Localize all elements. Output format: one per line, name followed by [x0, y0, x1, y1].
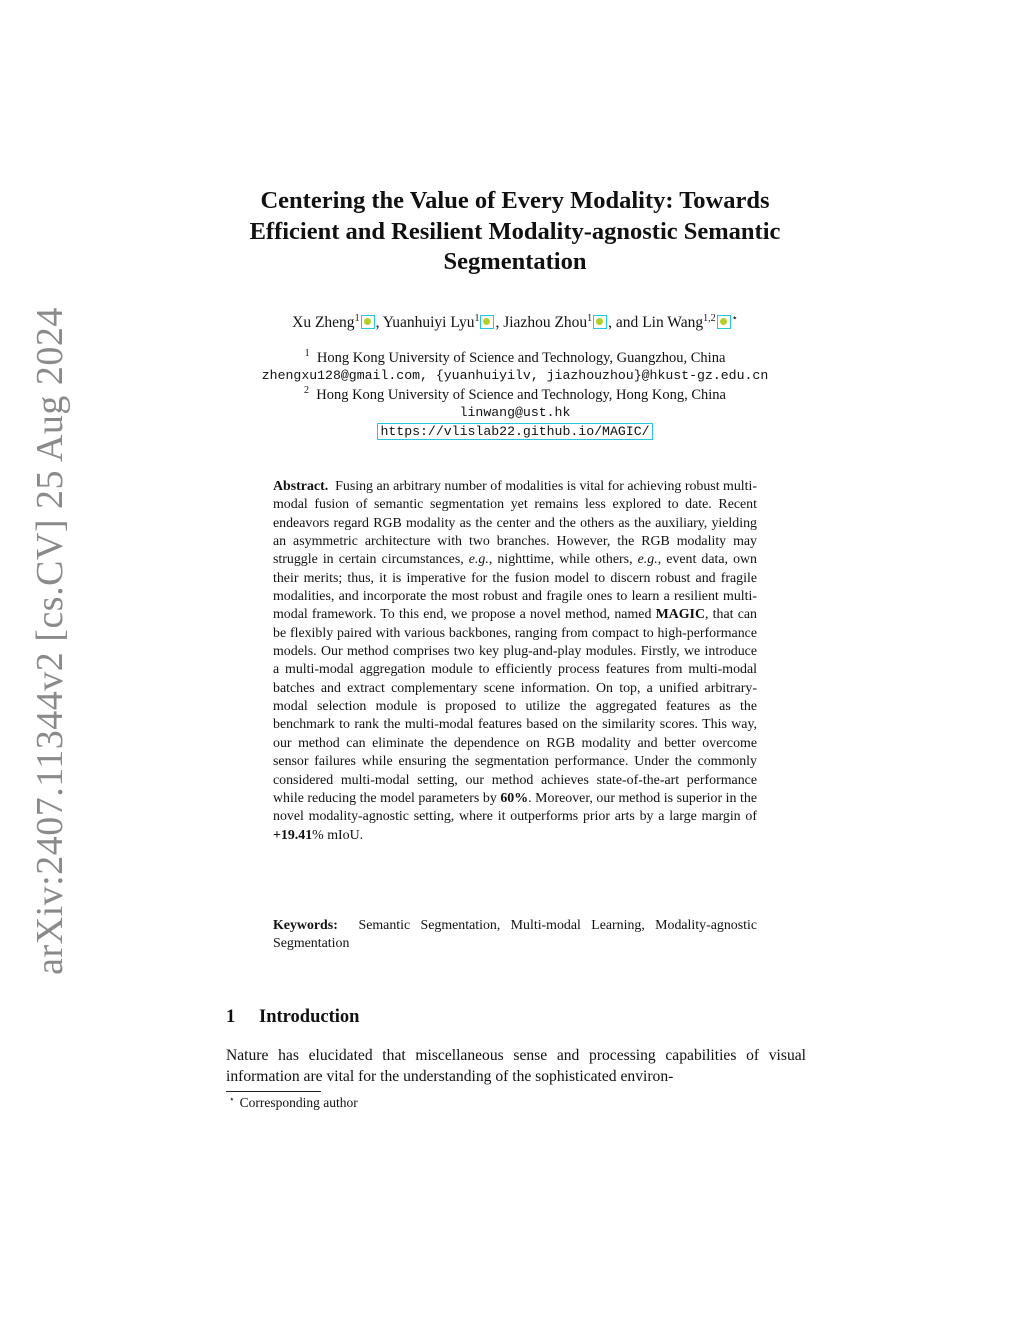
affiliation-marker: 1	[474, 312, 480, 324]
paper-title: Centering the Value of Every Modality: Towards Efficient and Resilient Modality-agnostic Semantic Segmentation	[249, 187, 781, 275]
orcid-icon[interactable]	[480, 315, 494, 329]
intro-paragraph: Nature has elucidated that miscellaneous sense and processing capabilities of visual information are vital for the understanding of the sophisticated environ-	[226, 1047, 806, 1085]
footnote	[226, 1095, 358, 1111]
miou-gain: +19.41	[273, 827, 313, 843]
affiliation-1	[220, 349, 810, 367]
arxiv-side-stamp	[20, 307, 80, 975]
keywords	[273, 917, 757, 954]
author-name: Lin Wang	[642, 314, 704, 331]
footnote-mark: ⋆	[229, 1093, 235, 1104]
orcid-icon[interactable]	[361, 315, 375, 329]
affiliation-name: Hong Kong University of Science and Technology, Hong Kong, China	[316, 386, 726, 403]
author-separator: ,	[375, 314, 383, 331]
section-heading	[226, 1007, 359, 1028]
author-name: Yuanhuiyi Lyu	[382, 314, 475, 331]
orcid-icon[interactable]	[593, 315, 607, 329]
abstract-text: Fusing an arbitrary number of modalities is vital for achieving robust multi-modal fusion of semantic segmentation yet remains less explored to date. Recent endeavors regard RGB modality as the center and the others as the auxiliary, yielding an asymmetric architecture with two branches. However, the RGB modality may struggle in certain circumstances,	[273, 479, 757, 568]
abstract-italic: e.g.	[637, 552, 658, 568]
abstract-text: , that can be flexibly paired with various backbones, ranging from compact to high-performance models. Our method comprises two key plug-and-play modules. Firstly, we introduce a multi-modal aggregation module to efficiently process features from multi-modal batches and extract complementary scene information. On top, a unified arbitrary-modal selection module is proposed to utilize the aggregated features as the benchmark to rank the multi-modal features based on the similarity scores. This way, our method can eliminate the dependence on RGB modality and better overcome sensor failures while ensuring the segmentation performance. Under the commonly considered multi-modal setting, our method achieves state-of-the-art performance while reducing the model parameters by	[273, 607, 757, 806]
abstract-label: Abstract.	[273, 479, 329, 494]
orcid-icon[interactable]	[717, 315, 731, 329]
section-title: Introduction	[259, 1007, 360, 1027]
project-url-link[interactable]: https://vlislab22.github.io/MAGIC/	[377, 423, 652, 440]
abstract-italic: e.g.	[468, 552, 489, 568]
parameter-reduction: 60%	[500, 790, 529, 806]
author-separator: ,	[495, 314, 504, 331]
abstract-text: , event data, own their merits; thus, it is imperative for the fusion model to discern robust and fragile modalities, and incorporate the most robust and fragile ones to learn a resilient multi-modal framework. To this end, we propose a novel method, named	[273, 552, 757, 623]
affiliation-2	[220, 386, 810, 404]
abstract-text: % mIoU.	[312, 827, 364, 843]
keywords-label: Keywords:	[273, 918, 338, 933]
keywords-text: Semantic Segmentation, Multi-modal Learning, Modality-agnostic Segmentation	[273, 918, 757, 952]
abstract-text: . Moreover, our method is superior in the novel modality-agnostic setting, where it outperforms prior arts by a large margin of	[273, 790, 757, 825]
affiliation-number: 1	[304, 348, 310, 360]
corresponding-author-mark: ⋆	[731, 312, 738, 324]
affiliation-2-email[interactable]: linwang@ust.hk	[459, 404, 571, 420]
method-name: MAGIC	[655, 607, 705, 623]
affiliation-marker: 1	[354, 312, 360, 324]
footnote-divider	[226, 1091, 321, 1092]
section-number: 1	[226, 1007, 236, 1027]
affiliations	[220, 349, 810, 440]
author-name: Xu Zheng	[292, 314, 355, 331]
arxiv-identifier: arXiv:2407.11344v2 [cs.CV] 25 Aug 2024	[29, 307, 72, 975]
abstract-text: , nighttime, while others,	[488, 552, 638, 568]
affiliation-1-emails[interactable]: zhengxu128@gmail.com, {yuanhuiyilv, jiazhouzhou}@hkust-gz.edu.cn	[261, 368, 769, 384]
author-list	[200, 313, 830, 333]
footnote-text: Corresponding author	[239, 1095, 358, 1110]
affiliation-marker: 1	[587, 312, 593, 324]
affiliation-marker: 1,2	[703, 312, 716, 324]
author-separator: , and	[608, 314, 643, 331]
author-name: Jiazhou Zhou	[503, 314, 588, 331]
abstract	[273, 478, 757, 845]
affiliation-number: 2	[303, 384, 309, 396]
affiliation-name: Hong Kong University of Science and Technology, Guangzhou, China	[316, 350, 726, 366]
